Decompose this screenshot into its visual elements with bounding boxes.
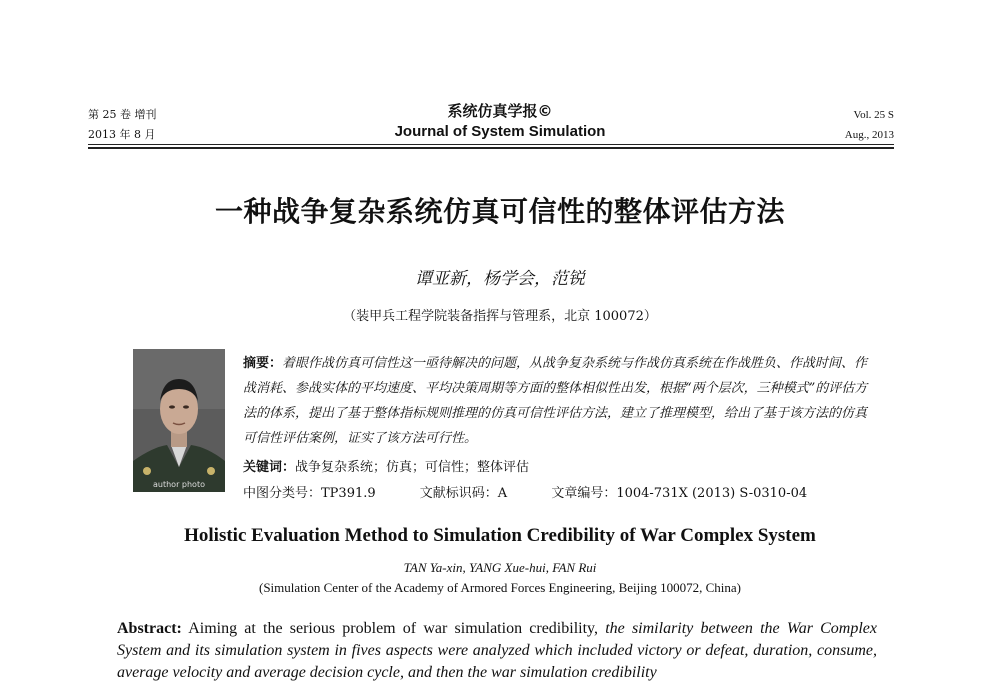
- keywords-cn-label: 关键词：: [243, 460, 296, 475]
- affiliation-en: (Simulation Center of the Academy of Armored Forces Engineering, Beijing 100072, China): [259, 580, 741, 595]
- journal-name-cn: 系统仿真学报©: [447, 102, 553, 120]
- keywords-cn-text: 战争复杂系统；仿真；可信性；整体评估: [295, 460, 530, 475]
- paper-title-cn: 一种战争复杂系统仿真可信性的整体评估方法: [214, 195, 785, 228]
- header-vol-en: Vol. 25 S: [853, 109, 894, 121]
- article-number: 文章编号：1004-731X (2013) S-0310-04: [551, 486, 808, 501]
- affiliation-cn: （装甲兵工程学院装备指挥与管理系，北京 100072）: [343, 309, 657, 324]
- keywords-cn: [243, 456, 529, 475]
- abstract-en-text-italic: the similarity between the War Complex System and its simulation system in fives aspects were analyzed which included victory or defeat, duration, consume, average velocity and average decision cycle, and then the war simulation credibility: [117, 620, 878, 681]
- abstract-cn-label: 摘要：: [243, 356, 283, 371]
- journal-name-en: Journal of System Simulation: [394, 123, 606, 140]
- abstract-en-text-plain: Aiming at the serious problem of war simulation credibility,: [181, 620, 606, 637]
- author-photo-image: [133, 349, 225, 492]
- abstract-en-label: Abstract:: [117, 620, 182, 637]
- header-issue-info: [845, 105, 894, 145]
- classification-line: [243, 482, 847, 501]
- header-date-en: Aug., 2013: [844, 129, 894, 141]
- header-date-cn: 2013 年 8 月: [88, 128, 156, 141]
- abstract-en: [117, 618, 877, 684]
- paper-title-en: Holistic Evaluation Method to Simulation Credibility of War Complex System: [184, 525, 816, 546]
- authors-cn: 谭亚新，杨学会，范锐: [415, 269, 585, 289]
- authors-en: TAN Ya-xin, YANG Xue-hui, FAN Rui: [403, 560, 597, 575]
- author-photo: [133, 349, 225, 492]
- header-rule-bottom: [88, 147, 894, 149]
- abstract-cn: [243, 351, 873, 451]
- author-photo-label: author photo: [153, 480, 205, 489]
- header-rule-top: [88, 144, 894, 145]
- clc-number: 中图分类号：TP391.9: [243, 486, 376, 501]
- document-code: 文献标识码：A: [419, 486, 508, 501]
- abstract-cn-text: 着眼作战仿真可信性这一亟待解决的问题，从战争复杂系统与作战仿真系统在作战胜负、作战时间、作战消耗、参战实体的平均速度、平均决策周期等方面的整体相似性出发，根据“两个层次，三种模式”的评估方法的体系，提出了基于整体指标规则推理的仿真可信性评估方法，建立了推理模型，给出了基于该方法的仿真可信性评估案例，证实了该方法可行性。: [243, 356, 868, 446]
- header-volume: 第 25 卷 增刊: [88, 108, 157, 121]
